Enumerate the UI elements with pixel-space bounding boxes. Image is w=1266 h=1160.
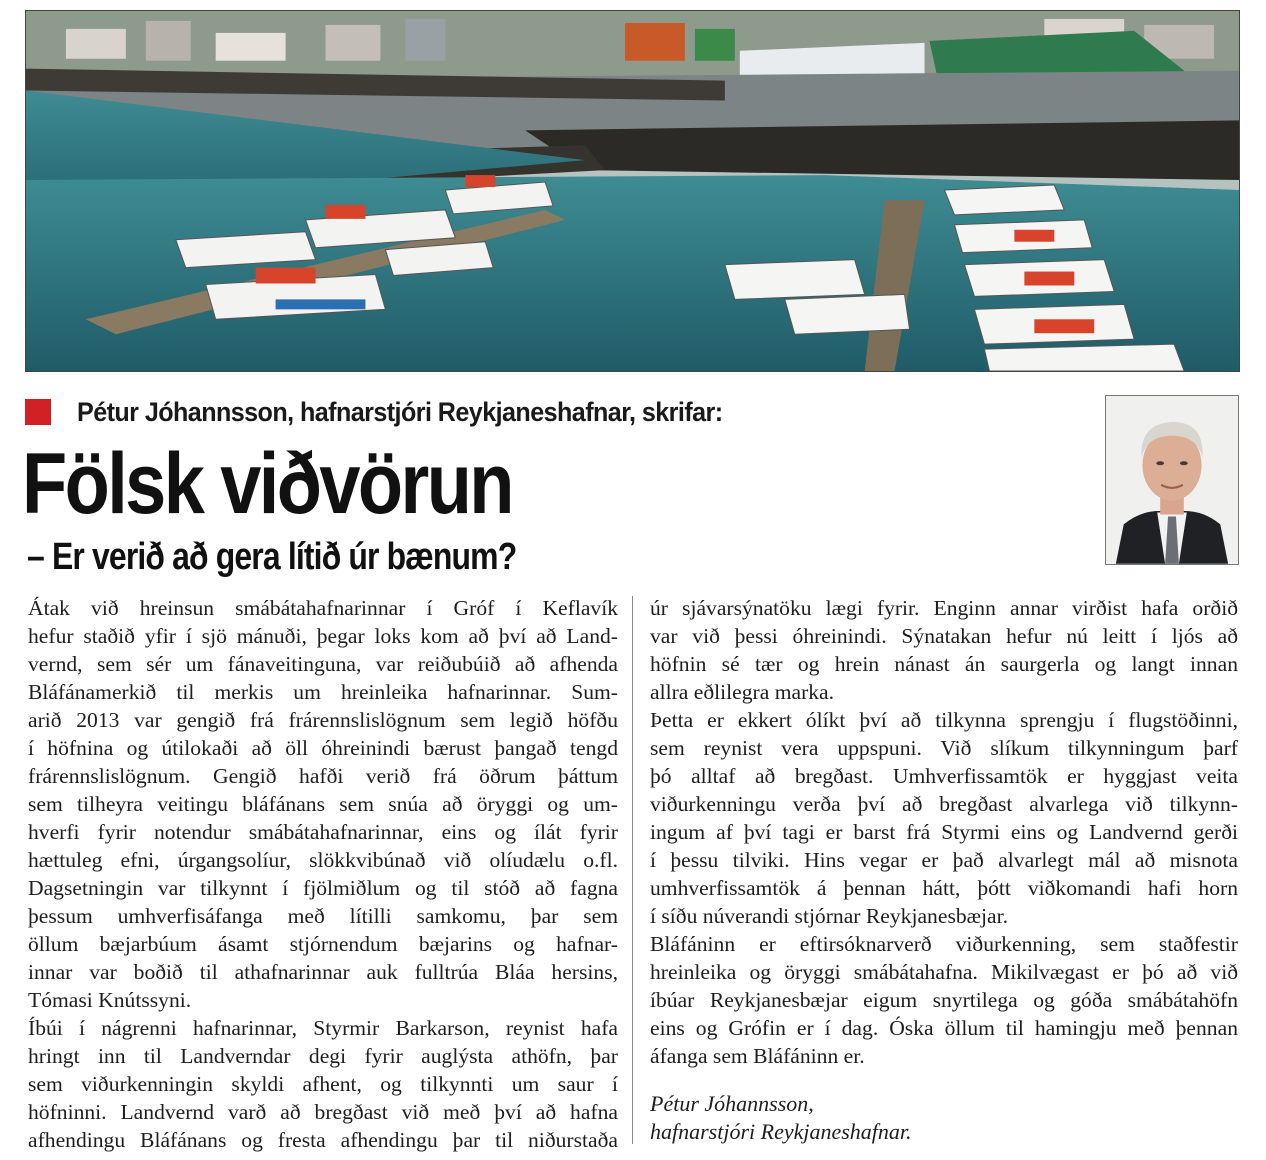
right-line: íbúar Reykjanesbæjar eigum snyrtilega og góða smábátahöfn [650,988,1238,1012]
right-line: áfanga sem Bláfáninn er. [650,1044,865,1068]
signature-title: hafnarstjóri Reykjaneshafnar. [650,1119,912,1144]
column-divider [632,596,633,1144]
left-line: þessum umhverfisáfanga með lítilli samkomu, þar sem [28,904,618,928]
left-line: arið 2013 var gengið frá frárennslislögnum sem legið höfðu [28,708,618,732]
right-line: umhverfissamtök á þennan hátt, þótt viðkomandi hafi horn [650,876,1238,900]
right-line: Þetta er ekkert ólíkt því að tilkynna sprengju í flugstöðinni, [650,708,1238,732]
left-line: Bláfánamerkið til merkis um hreinleika hafnarinnar. Sum- [28,680,618,704]
right-line: þó alltaf að bregðast. Umhverfissamtök er hyggjast veita [650,764,1238,788]
right-line: úr sjávarsýnatöku lægi fyrir. Enginn annar virðist hafa orðið [650,596,1238,620]
right-line: Bláfáninn er eftirsóknarverð viðurkenning, sem staðfestir [650,932,1238,956]
right-line: allra eðlilegra marka. [650,680,835,704]
left-line: afhendingu Bláfánans og fresta afhendingu þar til niðurstaða [28,1128,618,1152]
left-line: Átak við hreinsun smábátahafnarinnar í Gróf í Keflavík [28,596,618,620]
byline: Pétur Jóhannsson, hafnarstjóri Reykjaneshafnar, skrifar: [77,396,723,427]
right-column [650,594,1238,1070]
headline: Fölsk viðvörun [22,436,512,532]
right-line: höfnin sé tær og hrein nánast án saurgerla og langt innan [650,652,1238,676]
right-line: ingum af því tagi er barst frá Styrmi eins og Landvernd gerði [650,820,1238,844]
right-line: hreinleika og öryggi smábátahafna. Mikilvægast er þó að við [650,960,1238,984]
right-line: eins og Grófin er í dag. Óska öllum til hamingju með þennan [650,1016,1238,1040]
byline-row [25,392,771,432]
left-column [28,594,618,1154]
left-line: vernd, sem sér um fánaveitinguna, var reiðubúið að afhenda [28,652,618,676]
left-line: í höfnina og útilokaði að öll óhreinindi bærust þangað tengd [28,736,618,760]
left-line: hverfi fyrir notendur smábátahafnarinnar, eins og ílát fyrir [28,820,618,844]
harbor-illustration [26,11,1239,371]
subheadline: – Er verið að gera lítið úr bænum? [27,536,517,578]
signature-name: Pétur Jóhannsson, [650,1091,814,1116]
left-line: innar var boðið til athafnarinnar auk fulltrúa Bláa hersins, [28,960,618,984]
left-line: hættuleg efni, úrgangsolíur, slökkvibúnað við olíudælu o.fl. [28,848,618,872]
left-line: hefur staðið yfir í sjö mánuði, þegar loks kom að því að Land- [28,624,618,648]
author-portrait-illustration [1106,396,1238,564]
left-line: Dagsetningin var tilkynnt í fjölmiðlum og til stóð að fagna [28,876,618,900]
left-line: sem viðurkenningin skyldi afhent, og tilkynnti um saur í [28,1072,618,1096]
right-line: í þessu tilviki. Hins vegar er það alvarlegt mál að misnota [650,848,1238,872]
left-line: Tómasi Knútssyni. [28,988,192,1012]
harbor-photo [25,10,1240,372]
left-line: sem tilheyra veitingu bláfánans sem snúa að öryggi og um- [28,792,618,816]
right-line: sem reynist vera uppspuni. Við slíkum tilkynningum þarf [650,736,1238,760]
left-line: frárennslislögnum. Gengið hafði verið frá öðrum þáttum [28,764,618,788]
right-line: var við þessi óhreinindi. Sýnatakan hefur nú leitt í ljós að [650,624,1238,648]
red-square-marker [25,399,51,425]
left-line: höfninni. Landvernd varð að bregðast við með því að hafna [28,1100,618,1124]
right-line: í síðu núverandi stjórnar Reykjanesbæjar. [650,904,1009,928]
author-portrait [1105,395,1239,565]
left-line: Íbúi í nágrenni hafnarinnar, Styrmir Barkarson, reynist hafa [28,1016,618,1040]
left-line: öllum bæjarbúum ásamt stjórnendum bæjarins og hafnar- [28,932,618,956]
signature [650,1090,912,1146]
left-line: hringt inn til Landverndar degi fyrir auglýsta athöfn, þar [28,1044,618,1068]
right-line: viðurkenningu verða því að bregðast alvarlega við tilkynn- [650,792,1238,816]
